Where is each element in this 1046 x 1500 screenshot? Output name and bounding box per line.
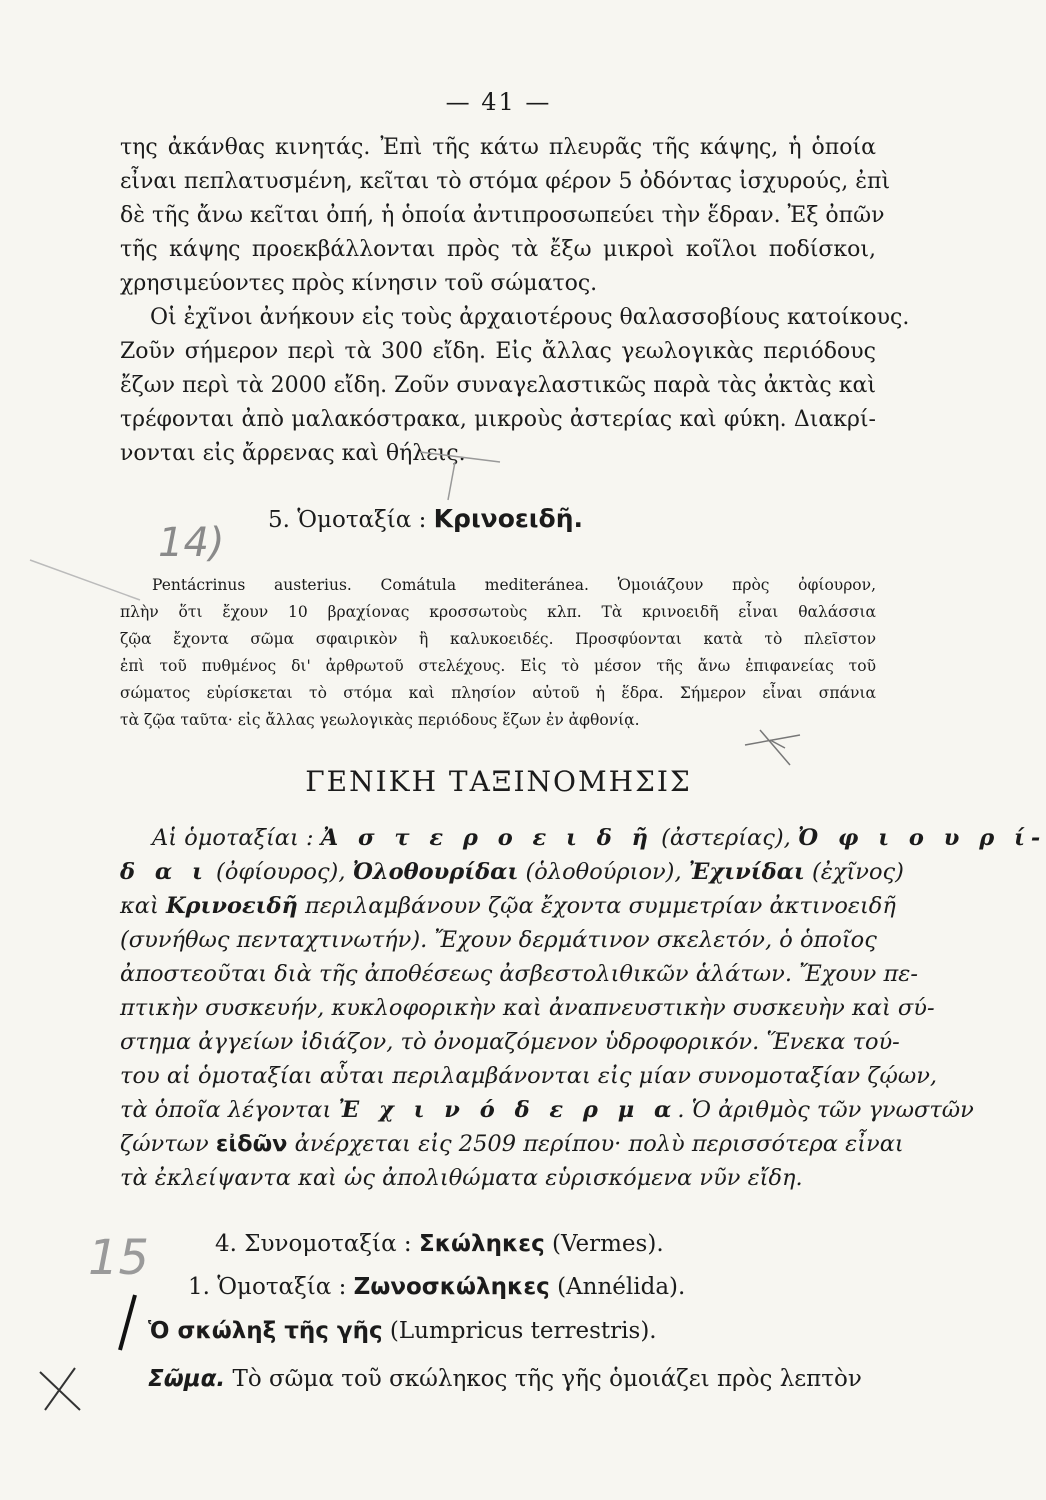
small-paragraph-line: τὰ ζῷα ταῦτα· εἰς ἄλλας γεωλογικὰς περιόδους ἔζων ἐν ἀφθονίᾳ.	[120, 711, 640, 729]
classification-line: (συνήθως πενταχτινωτήν). Ἔχουν δερμάτινον σκελετόν, ὁ ὁποῖος	[120, 927, 877, 953]
margin-note-14: 14)	[158, 520, 225, 566]
paragraph2-line: νονται εἰς ἄρρενας καὶ θήλεις.	[120, 441, 466, 466]
small-paragraph-line: ἐπὶ τοῦ πυθμένος δι' ἀρθρωτοῦ στελέχους. Εἰς τὸ μέσον τῆς ἄνω ἐπιφανείας τοῦ	[120, 657, 876, 675]
bold-term: Κρινοειδῆ	[165, 893, 298, 919]
paragraph2-line: Οἱ ἐχῖνοι ἀνήκουν εἰς τοὺς ἀρχαιοτέρους θαλασσοβίους κατοίκους.	[150, 305, 910, 330]
text-run: Αἱ ὁμοταξίαι :	[152, 825, 321, 851]
species-latin: (Lumpricus terrestris).	[389, 1318, 657, 1344]
bold-term: Ἐχινίδαι	[688, 859, 805, 885]
margin-note-15: 15	[88, 1230, 150, 1286]
paragraph2-line: ἔζων περὶ τὰ 2000 εἴδη. Ζοῦν συναγελαστικῶς παρὰ τὰς ἀκτὰς καὶ	[120, 373, 876, 398]
small-paragraph-line: Pentácrinus austerius. Comátula mediteránea. Ὁμοιάζουν πρὸς ὀφίουρον,	[152, 576, 876, 594]
small-paragraph-line: σώματος εὑρίσκεται τὸ στόμα καὶ πλησίον αὐτοῦ ἡ ἕδρα. Σήμερον εἶναι σπάνια	[120, 684, 876, 702]
ink-stroke	[120, 1295, 135, 1350]
page-number: — 41 —	[445, 88, 552, 116]
text-run: καὶ	[120, 893, 166, 919]
text-run: ζώντων	[120, 1131, 216, 1157]
text-run: . Ὁ ἀριθμὸς τῶν γνωστῶν	[677, 1097, 974, 1123]
paragraph1-line: τῆς κάψης προεκβάλλονται πρὸς τὰ ἔξω μικροὶ κοῖλοι ποδίσκοι,	[120, 237, 876, 262]
small-paragraph-line: πλὴν ὅτι ἔχουν 10 βραχίονας κροσσωτοὺς κλπ. Τὰ κρινοειδῆ εἶναι θαλάσσια	[120, 603, 876, 621]
bold-term: Ἀ σ τ ε ρ ο ε ι δ ῆ	[320, 825, 654, 851]
section-number: 5. Ὁμοταξία :	[268, 507, 427, 533]
paragraph1-line: δὲ τῆς ἄνω κεῖται ὀπή, ἡ ὁποία ἀντιπροσωπεύει τὴν ἕδραν. Ἐξ ὀπῶν	[120, 203, 885, 228]
class-name: Ζωνοσκώληκες	[353, 1274, 550, 1300]
paragraph2-line: τρέφονται ἀπὸ μαλακόστρακα, μικροὺς ἀστερίας καὶ φύκη. Διακρί-	[120, 407, 876, 432]
text-run: (ὁλοθούριον),	[518, 859, 689, 885]
classification-line: πτικὴν συσκευήν, κυκλοφορικὴν καὶ ἀναπνευστικὴν συσκευὴν καὶ σύ-	[120, 995, 935, 1021]
classification-line: στημα ἀγγείων ἰδιάζον, τὸ ὀνομαζόμενον ὑδροφορικόν. Ἕνεκα τού-	[120, 1029, 900, 1055]
class-latin: (Annélida).	[557, 1274, 686, 1300]
pencil-cross	[745, 730, 800, 765]
bold-term: Ὀ φ ι ο υ ρ ί-	[797, 825, 1046, 851]
text-run: τὰ ὁποῖα λέγονται	[120, 1097, 339, 1123]
pencil-stroke	[30, 560, 140, 600]
bold-term: Ὀλοθουρίδαι	[352, 859, 519, 885]
text-run: (ἀστερίας),	[653, 825, 798, 851]
body-label: Σῶμα.	[148, 1366, 226, 1392]
small-paragraph-line: ζῷα ἔχοντα σῶμα σφαιρικὸν ἢ καλυκοειδές. Προσφύονται κατὰ τὸ πλεῖστον	[120, 630, 876, 648]
classification-line: του αἱ ὁμοταξίαι αὗται περιλαμβάνονται εἰς μίαν συνομοταξίαν ζῴων,	[120, 1063, 938, 1089]
text-run: ἀνέρχεται εἰς 2509 περίπου· πολὺ περισσότερα εἶναι	[287, 1131, 904, 1157]
text-run: (ὀφίουρος),	[208, 859, 353, 885]
species-name: Ὁ σκώληξ τῆς γῆς	[148, 1318, 383, 1344]
phylum-number: 4. Συνομοταξία :	[215, 1231, 412, 1257]
bold-term: εἰδῶν	[215, 1131, 288, 1157]
general-heading: ΓΕΝΙΚΗ ΤΑΞΙΝΟΜΗΣΙΣ	[305, 765, 692, 798]
bold-term: Ἐ χ ι ν ό δ ε ρ μ α	[338, 1097, 678, 1123]
section-title: Κρινοειδῆ.	[433, 504, 584, 533]
text-run: (ἐχῖνος)	[804, 859, 904, 885]
paragraph2-line: Ζοῦν σήμερον περὶ τὰ 300 εἴδη. Εἰς ἄλλας γεωλογικὰς περιόδους	[120, 339, 876, 364]
classification-line: τὰ ἐκλείψαντα καὶ ὡς ἀπολιθώματα εὑρισκόμενα νῦν εἴδη.	[120, 1165, 803, 1191]
ink-cross	[40, 1368, 80, 1410]
pencil-stroke	[420, 452, 500, 462]
classification-line: ἀποστεοῦται διὰ τῆς ἀποθέσεως ἀσβεστολιθικῶν ἁλάτων. Ἔχουν πε-	[120, 961, 918, 987]
bold-term: δ α ι	[120, 859, 209, 885]
phylum-latin: (Vermes).	[552, 1231, 664, 1257]
paragraph1-line: εἶναι πεπλατυσμένη, κεῖται τὸ στόμα φέρον 5 ὀδόντας ἰσχυρούς, ἐπὶ	[120, 169, 891, 194]
body-text: Τὸ σῶμα τοῦ σκώληκος τῆς γῆς ὁμοιάζει πρὸς λεπτὸν	[225, 1366, 862, 1392]
phylum-name: Σκώληκες	[418, 1231, 545, 1257]
paragraph1-line: χρησιμεύοντες πρὸς κίνησιν τοῦ σώματος.	[120, 271, 598, 296]
text-run: περιλαμβάνουν ζῷα ἔχοντα συμμετρίαν ἀκτινοειδῆ	[297, 893, 896, 919]
pencil-stroke	[448, 462, 455, 500]
paragraph1-line: της ἀκάνθας κινητάς. Ἐπὶ τῆς κάτω πλευρᾶς τῆς κάψης, ἡ ὁποία	[120, 135, 876, 160]
class-number: 1. Ὁμοταξία :	[188, 1274, 347, 1300]
